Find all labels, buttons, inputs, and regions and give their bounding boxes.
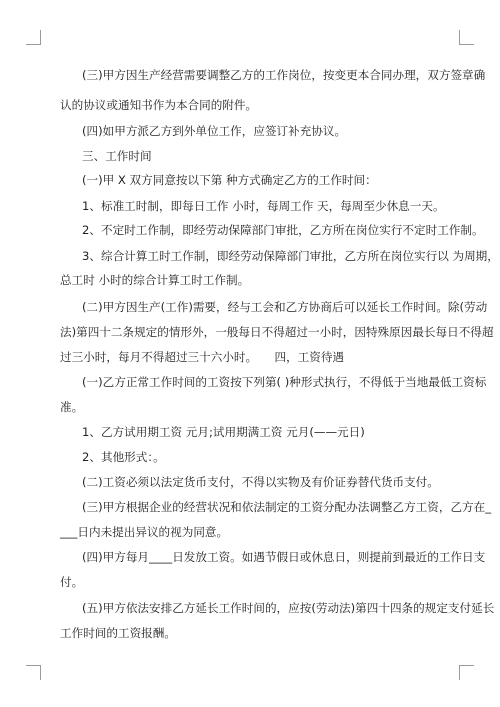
section-heading: 三、工作时间 [82, 149, 152, 163]
crop-mark-bottom-left [26, 665, 41, 680]
text-line: (三)甲方根据企业的经营状况和依法制定的工资分配办法调整乙方工资，乙方在_ [82, 500, 492, 514]
text-line: (四)如甲方派乙方到外单位工作，应签订补充协议。 [82, 124, 347, 138]
text-line: (二)工资必须以法定货币支付，不得以实物及有价证券替代货币支付。 [82, 475, 439, 489]
text-line: 2、不定时工作制，即经劳动保障部门审批，乙方所在岗位实行不定时工作制。 [82, 223, 484, 237]
crop-mark-top-left [26, 30, 41, 45]
crop-mark-bottom-right [459, 665, 474, 680]
text-line: 总工时 小时的综合计算工时工作制。 [60, 273, 250, 287]
text-line: 过三小时，每月不得超过三十六小时。 四，工资待遇 [60, 350, 345, 364]
text-line: (五)甲方依法安排乙方延长工作时间的，应按(劳动法)第四十四条的规定支付延长 [82, 601, 495, 615]
crop-mark-top-right [459, 30, 474, 45]
text-line: 2、其他形式：。 [82, 450, 165, 464]
text-line: 法)第四十二条规定的情形外，一般每日不得超过一小时，因特殊原因最长每日不得超 [60, 325, 494, 339]
text-line: 1、标准工时制，即每日工作 小时，每周工作 天，每周至少休息一天。 [82, 199, 445, 213]
text-line: (一)乙方正常工作时间的工资按下列第( )种形式执行，不得低于当地最低工资标 [82, 375, 487, 389]
text-line: ___日内未提出异议的视为同意。 [60, 525, 229, 539]
text-line: 1、乙方试用期工资 元月;试用期满工资 元月(——元日) [82, 425, 365, 439]
text-line: (二)甲方因生产(工作)需要，经与工会和乙方协商后可以延长工作时间。除(劳动 [82, 300, 488, 314]
text-line: 付。 [60, 575, 84, 589]
text-line: 认的协议或通知书作为本合同的附件。 [60, 98, 258, 112]
text-line: (四)甲方每月____日发放工资。如遇节假日或休息日，则提前到最近的工作日支 [82, 550, 486, 564]
text-line: 工作时间的工资报酬。 [60, 626, 176, 640]
text-line: (三)甲方因生产经营需要调整乙方的工作岗位，按变更本合同办理，双方签章确 [82, 68, 486, 82]
text-line: 准。 [60, 400, 84, 414]
text-line: (一)甲 X 双方同意按以下第 种方式确定乙方的工作时间： [82, 173, 377, 187]
text-line: 3、综合计算工时工作制，即经劳动保障部门审批，乙方所在岗位实行以 为周期， [82, 249, 499, 263]
